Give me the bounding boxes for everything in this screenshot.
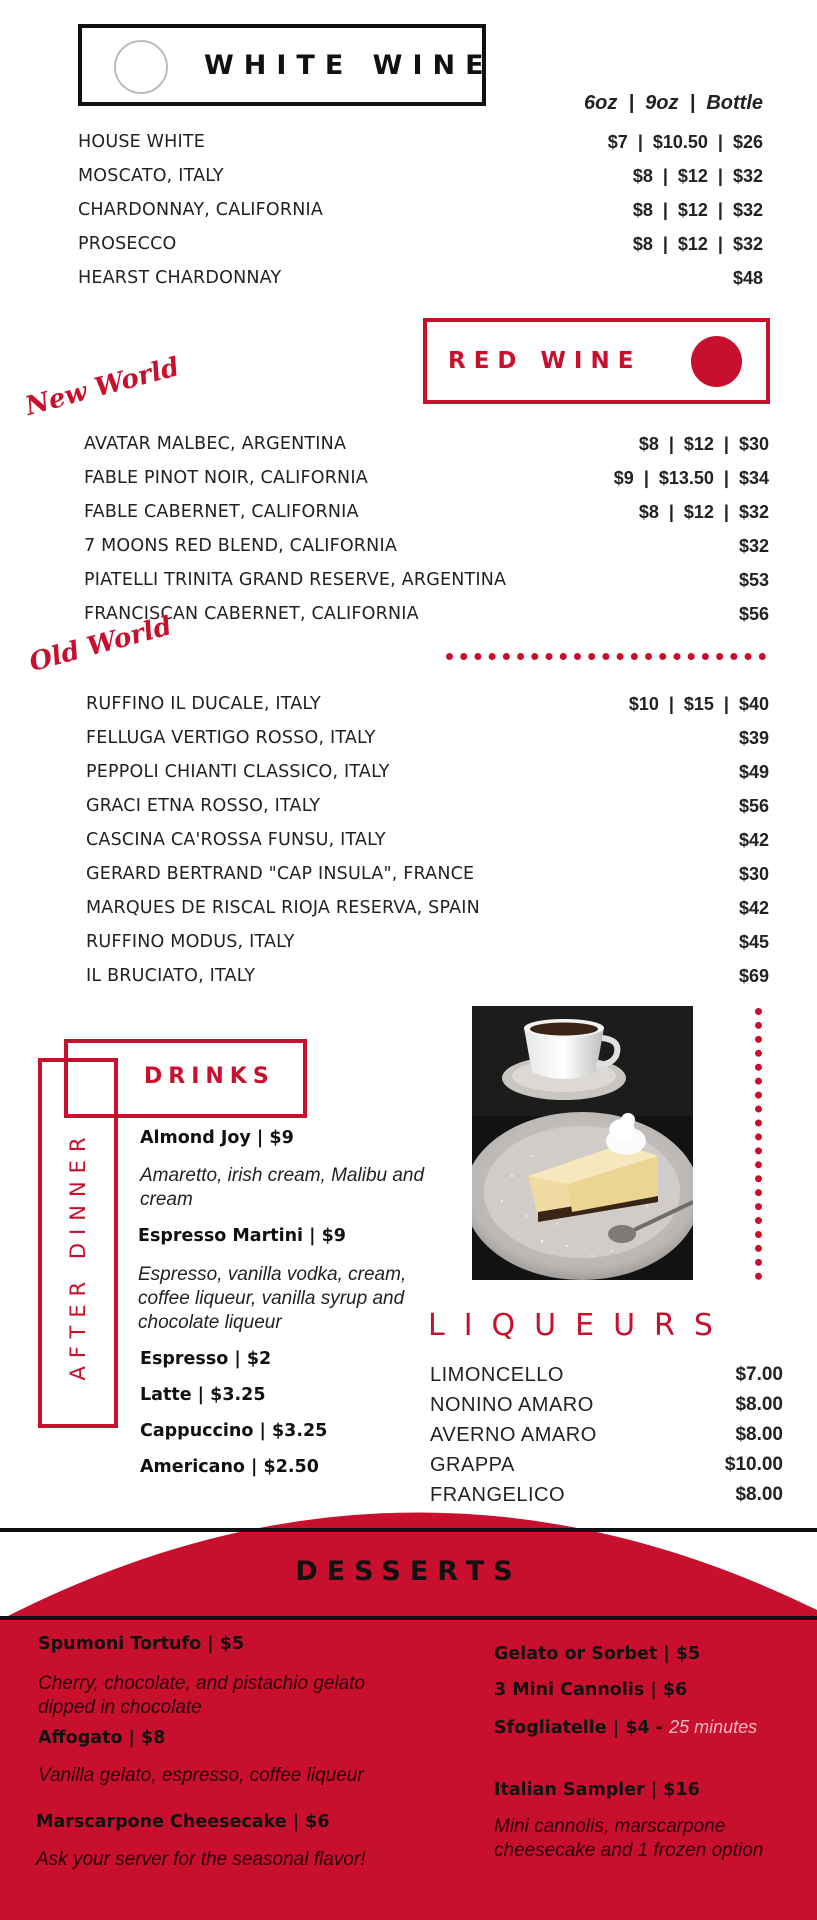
dessert-description: Ask your server for the seasonal flavor! (36, 1849, 366, 1870)
dessert-photo (472, 1006, 693, 1280)
red-wine-name: FRANCISCAN CABERNET, CALIFORNIA (84, 604, 419, 624)
red-wine-name: FABLE CABERNET, CALIFORNIA (84, 502, 359, 522)
liqueur-price: $7.00 (735, 1364, 783, 1385)
white-wine-name: PROSECCO (78, 234, 177, 254)
red-wine-price: $8 | $12 | $30 (638, 434, 769, 454)
white-wine-price: $8 | $12 | $32 (632, 166, 763, 186)
white-wine-title: WHITE WINE (204, 50, 494, 81)
white-wine-name: HOUSE WHITE (78, 132, 206, 152)
drink-name: Latte | $3.25 (140, 1385, 266, 1405)
drinks-title: DRINKS (144, 1064, 275, 1089)
after-dinner-label: AFTER DINNER (66, 1129, 90, 1381)
liqueur-price: $8.00 (735, 1394, 783, 1415)
liqueur-name: AVERNO AMARO (430, 1424, 597, 1446)
red-wine-price: $56 (738, 604, 769, 624)
red-wine-name: FELLUGA VERTIGO ROSSO, ITALY (86, 728, 376, 748)
red-wine-price: $45 (738, 932, 769, 952)
drink-name: Espresso | $2 (140, 1349, 272, 1369)
white-wine-price: $7 | $10.50 | $26 (607, 132, 763, 152)
dessert-note: 25 minutes (669, 1717, 758, 1737)
liqueur-price: $10.00 (724, 1454, 783, 1475)
red-wine-price: $42 (738, 898, 769, 918)
white-wine-price: $48 (732, 268, 763, 288)
liqueur-name: GRAPPA (430, 1454, 515, 1476)
circle-icon (114, 40, 168, 94)
liqueur-name: FRANGELICO (430, 1484, 566, 1506)
liqueur-price: $8.00 (735, 1424, 783, 1445)
red-wine-price: $9 | $13.50 | $34 (613, 468, 769, 488)
red-wine-name: RUFFINO IL DUCALE, ITALY (86, 694, 321, 714)
serving-sizes-header: 6oz | 9oz | Bottle (584, 92, 763, 114)
dessert-description: Mini cannolis, marscarpone cheesecake and 1 frozen option (494, 1816, 764, 1861)
drink-description: Amaretto, irish cream, Malibu and cream (140, 1165, 425, 1210)
liqueur-name: LIMONCELLO (430, 1364, 564, 1386)
dessert-name: Gelato or Sorbet | $5 (494, 1644, 701, 1664)
red-wine-price: $30 (738, 864, 769, 884)
desserts-title: DESSERTS (295, 1556, 522, 1587)
drink-name: Cappuccino | $3.25 (140, 1421, 328, 1441)
liqueur-name: NONINO AMARO (430, 1394, 594, 1416)
red-wine-name: IL BRUCIATO, ITALY (86, 966, 256, 986)
dessert-description: Vanilla gelato, espresso, coffee liqueur (38, 1765, 364, 1786)
liqueurs-title: LIQUEURS (428, 1308, 732, 1343)
drink-description: Espresso, vanilla vodka, cream, coffee liqueur, vanilla syrup and chocolate liqueur (138, 1264, 407, 1333)
dessert-name: 3 Mini Cannolis | $6 (494, 1680, 688, 1700)
red-wine-name: PEPPOLI CHIANTI CLASSICO, ITALY (86, 762, 390, 782)
divider-line (0, 1528, 817, 1532)
dotted-divider-vertical (755, 1008, 762, 1280)
red-wine-name: RUFFINO MODUS, ITALY (86, 932, 295, 952)
cheesecake-coffee-image (472, 1006, 693, 1280)
red-wine-price: $32 (738, 536, 769, 556)
old-world-label: Old World (26, 611, 175, 678)
red-wine-price: $8 | $12 | $32 (638, 502, 769, 522)
red-wine-name: GRACI ETNA ROSSO, ITALY (86, 796, 321, 816)
red-wine-title: RED WINE (448, 348, 642, 374)
dessert-description: Cherry, chocolate, and pistachio gelato dipped in chocolate (38, 1673, 366, 1718)
red-wine-price: $56 (738, 796, 769, 816)
dessert-name: Italian Sampler | $16 (494, 1780, 700, 1800)
dessert-name: Affogato | $8 (38, 1728, 166, 1748)
dessert-name: Sfogliatelle | $4 - (494, 1718, 670, 1738)
red-wine-name: PIATELLI TRINITA GRAND RESERVE, ARGENTINA (84, 570, 507, 590)
red-wine-price: $10 | $15 | $40 (628, 694, 769, 714)
red-wine-price: $53 (738, 570, 769, 590)
dessert-name: Spumoni Tortufo | $5 (38, 1634, 245, 1654)
drink-name: Americano | $2.50 (140, 1457, 319, 1477)
red-wine-name: MARQUES DE RISCAL RIOJA RESERVA, SPAIN (86, 898, 480, 918)
red-wine-name: 7 MOONS RED BLEND, CALIFORNIA (84, 536, 397, 556)
dessert-row (494, 1717, 757, 1738)
white-wine-name: HEARST CHARDONNAY (78, 268, 282, 288)
dotted-divider (446, 653, 766, 660)
red-wine-name: GERARD BERTRAND "CAP INSULA", FRANCE (86, 864, 475, 884)
white-wine-name: CHARDONNAY, CALIFORNIA (78, 200, 324, 220)
white-wine-price: $8 | $12 | $32 (632, 200, 763, 220)
red-wine-price: $39 (738, 728, 769, 748)
red-wine-name: FABLE PINOT NOIR, CALIFORNIA (84, 468, 368, 488)
new-world-label: New World (22, 352, 183, 422)
red-circle-icon (691, 336, 742, 387)
red-wine-name: CASCINA CA'ROSSA FUNSU, ITALY (86, 830, 386, 850)
divider-line (0, 1616, 817, 1620)
dessert-name: Marscarpone Cheesecake | $6 (36, 1812, 330, 1832)
liqueur-price: $8.00 (735, 1484, 783, 1505)
red-wine-price: $42 (738, 830, 769, 850)
red-wine-price: $49 (738, 762, 769, 782)
white-wine-price: $8 | $12 | $32 (632, 234, 763, 254)
red-wine-price: $69 (738, 966, 769, 986)
white-wine-name: MOSCATO, ITALY (78, 166, 224, 186)
drink-name: Almond Joy | $9 (140, 1128, 294, 1148)
drink-name: Espresso Martini | $9 (138, 1226, 346, 1246)
red-wine-name: AVATAR MALBEC, ARGENTINA (84, 434, 347, 454)
